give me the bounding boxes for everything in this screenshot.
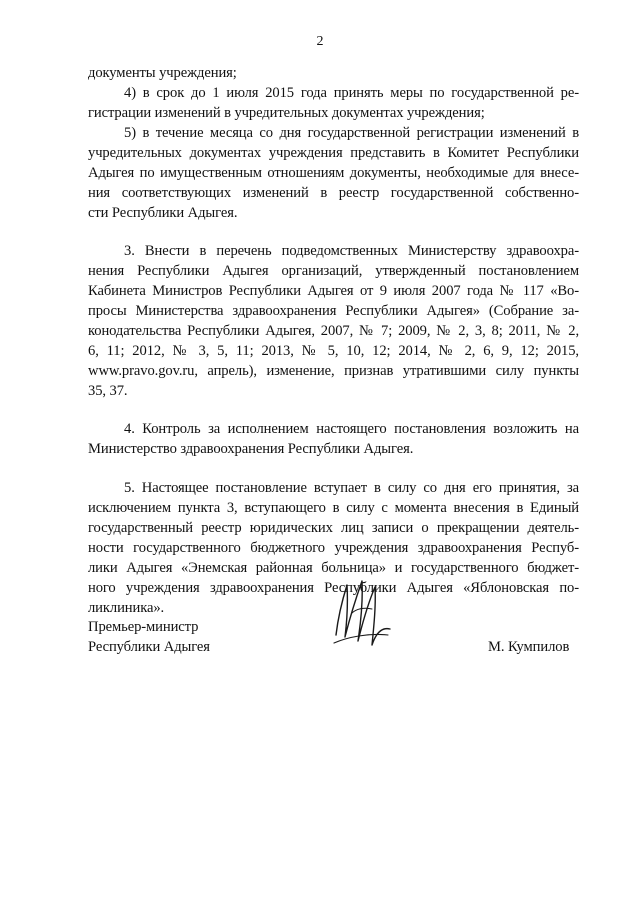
text-line: лики Адыгея «Энемская районная больница» и государственного бюджет-	[88, 560, 579, 576]
text-line: 35, 37.	[88, 383, 128, 399]
text-line: Кабинета Министров Республики Адыгея от 9 июля 2007 года № 117 «Во-	[88, 283, 579, 299]
signatory-position-line-2: Республики Адыгея	[88, 639, 210, 655]
text-line: исключением пункта 3, вступающего в силу с момента внесения в Единый	[88, 500, 579, 516]
text-line: 5. Настоящее постановление вступает в силу со дня его принятия, за	[124, 480, 579, 496]
text-line: www.pravo.gov.ru, апрель), изменение, признав утратившими силу пункты	[88, 363, 579, 379]
text-line: 3. Внести в перечень подведомственных Министерству здравоохра-	[124, 243, 579, 259]
text-line: 4. Контроль за исполнением настоящего постановления возложить на	[124, 421, 579, 437]
text-line: просы Министерства здравоохранения Республики Адыгея» (Собрание за-	[88, 303, 579, 319]
text-line: 6, 11; 2012, № 3, 5, 11; 2013, № 5, 10, 12; 2014, № 2, 6, 9, 12; 2015,	[88, 343, 579, 359]
text-line: 4) в срок до 1 июля 2015 года принять меры по государственной ре-	[124, 85, 579, 101]
text-line: Адыгея по имущественным отношениям документы, необходимые для внесе-	[88, 165, 579, 181]
text-line: документы учреждения;	[88, 65, 237, 81]
text-line: сти Республики Адыгея.	[88, 205, 238, 221]
page-number: 2	[316, 34, 324, 49]
handwritten-signature	[328, 573, 398, 655]
text-line: нения Республики Адыгея организаций, утвержденный постановлением	[88, 263, 579, 279]
text-line: Министерство здравоохранения Республики Адыгея.	[88, 441, 414, 457]
text-line: 5) в течение месяца со дня государственной регистрации изменений в	[124, 125, 579, 141]
text-line: ности государственного бюджетного учреждения здравоохранения Респуб-	[88, 540, 579, 556]
signatory-name: М. Кумпилов	[488, 639, 570, 655]
text-line: ния соответствующих изменений в реестр государственной собственно-	[88, 185, 579, 201]
text-line: конодательства Республики Адыгея, 2007, № 7; 2009, № 2, 3, 8; 2011, № 2,	[88, 323, 579, 339]
text-line: гистрации изменений в учредительных документах учреждения;	[88, 105, 485, 121]
text-line: учредительных документах учреждения представить в Комитет Республики	[88, 145, 579, 161]
text-line: ного учреждения здравоохранения Республики Адыгея «Яблоновская по-	[88, 580, 579, 596]
signatory-position-line-1: Премьер-министр	[88, 619, 199, 635]
text-line: ликлиника».	[88, 600, 165, 616]
text-line: государственный реестр юридических лиц записи о прекращении деятель-	[88, 520, 579, 536]
